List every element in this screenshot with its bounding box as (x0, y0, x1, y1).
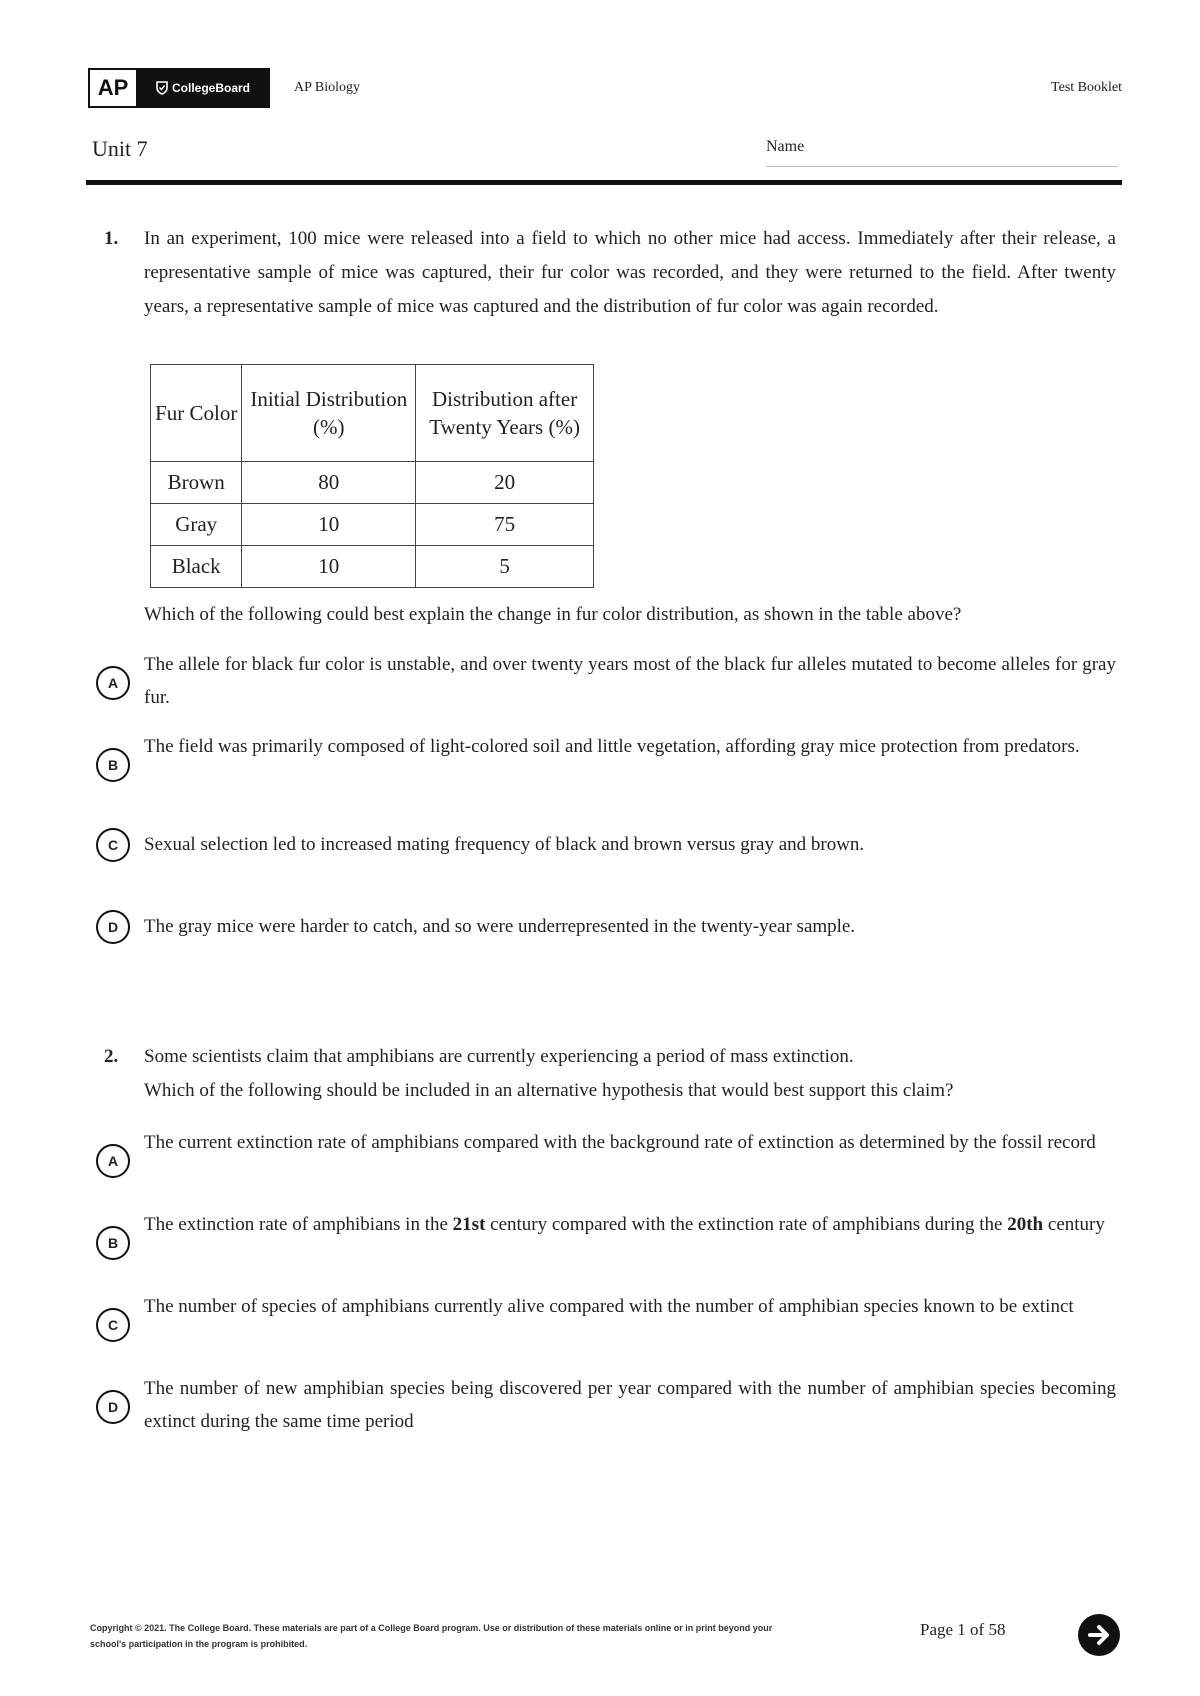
option-text-part: century compared with the extinction rate of amphibians during the (485, 1214, 1008, 1235)
college-board-wordmark: CollegeBoard (171, 81, 250, 95)
answer-bubble-a[interactable]: A (96, 666, 130, 700)
copyright-line: Copyright © 2021. The College Board. These materials are part of a College Board program. Use or distribution of these materials online or in print beyond your (90, 1623, 773, 1633)
arrow-right-icon (1085, 1621, 1113, 1649)
table-header-cell: Distribution after Twenty Years (%) (416, 365, 594, 462)
option-text: The field was primarily composed of light-colored soil and little vegetation, affording gray mice protection from predators. (144, 736, 1080, 757)
booklet-label: Test Booklet (1051, 80, 1122, 95)
question-2-stem-line-2: Which of the following should be included in an alternative hypothesis that would best support this claim? (144, 1080, 954, 1101)
table-row (151, 546, 594, 588)
answer-bubble-b[interactable]: B (96, 1226, 130, 1260)
shield-icon (156, 81, 168, 95)
table-cell: Gray (151, 504, 242, 546)
question-2-stem-line-1: Some scientists claim that amphibians are currently experiencing a period of mass extinction. (144, 1046, 854, 1067)
option-text-part: The extinction rate of amphibians in the (144, 1214, 453, 1235)
subject-label: AP Biology (294, 80, 360, 95)
answer-bubble-b[interactable]: B (96, 748, 130, 782)
table-row (151, 504, 594, 546)
question-2-option-c[interactable] (96, 1296, 1116, 1342)
page-number: Page 1 of 58 (920, 1620, 1006, 1639)
option-text: The gray mice were harder to catch, and so were underrepresented in the twenty-year sample. (144, 916, 856, 937)
table-cell: 20 (416, 462, 594, 504)
copyright-notice (90, 1620, 810, 1652)
option-text: Sexual selection led to increased mating frequency of black and brown versus gray and brown. (144, 834, 865, 855)
option-text (144, 1208, 1105, 1260)
table-cell: 10 (242, 504, 416, 546)
ap-college-board-logo (88, 68, 270, 108)
ap-logo: AP (90, 70, 138, 106)
answer-bubble-d[interactable]: D (96, 1390, 130, 1424)
copyright-line: school's participation in the program is prohibited. (90, 1639, 308, 1649)
fur-color-table (150, 364, 594, 588)
table-cell: 10 (242, 546, 416, 588)
question-1-option-c[interactable] (96, 828, 1116, 862)
option-text: The number of new amphibian species being discovered per year compared with the number of amphibian species becoming extinct during the same time period (144, 1378, 1116, 1432)
table-header-cell: Fur Color (151, 365, 242, 462)
name-label: Name (766, 138, 805, 155)
question-1-option-d[interactable] (96, 910, 1116, 944)
question-1-number: 1. (104, 228, 119, 249)
answer-bubble-d[interactable]: D (96, 910, 130, 944)
option-text-part: century (1043, 1214, 1105, 1235)
name-field[interactable] (766, 166, 1118, 167)
century-highlight-21st: 21st (452, 1214, 486, 1235)
header-divider (86, 180, 1122, 185)
next-page-button[interactable] (1078, 1614, 1120, 1656)
option-text: The current extinction rate of amphibians compared with the background rate of extinction as determined by the fossil record (144, 1132, 1096, 1153)
option-text: The allele for black fur color is unstable, and over twenty years most of the black fur alleles mutated to become alleles for gray fur. (144, 654, 1116, 708)
option-text: The number of species of amphibians currently alive compared with the number of amphibian species known to be extinct (144, 1296, 1074, 1317)
question-1-option-b[interactable] (96, 736, 1116, 782)
question-1-prompt: Which of the following could best explain the change in fur color distribution, as shown in the table above? (144, 604, 962, 625)
college-board-logo (138, 70, 268, 106)
question-2-option-d[interactable] (96, 1378, 1116, 1438)
answer-bubble-c[interactable]: C (96, 1308, 130, 1342)
table-cell: Brown (151, 462, 242, 504)
question-2-number: 2. (104, 1046, 119, 1067)
table-header-cell: Initial Distribution (%) (242, 365, 416, 462)
question-1-stem: In an experiment, 100 mice were released into a field to which no other mice had access. Immediately after their release, a representative sample of mice was captured, their fur color was recorded, and they were returned to the field. After twenty years, a representative sample of mice was captured and the distribution of fur color was again recorded. (144, 228, 1116, 317)
table-cell: Black (151, 546, 242, 588)
answer-bubble-a[interactable]: A (96, 1144, 130, 1178)
table-cell: 75 (416, 504, 594, 546)
century-highlight-20th: 20th (1007, 1214, 1044, 1235)
table-row (151, 462, 594, 504)
answer-bubble-c[interactable]: C (96, 828, 130, 862)
question-2-option-a[interactable] (96, 1132, 1116, 1178)
question-2-option-b[interactable] (96, 1214, 1116, 1260)
table-cell: 5 (416, 546, 594, 588)
question-1-option-a[interactable] (96, 654, 1116, 714)
table-cell: 80 (242, 462, 416, 504)
unit-title: Unit 7 (92, 136, 148, 161)
